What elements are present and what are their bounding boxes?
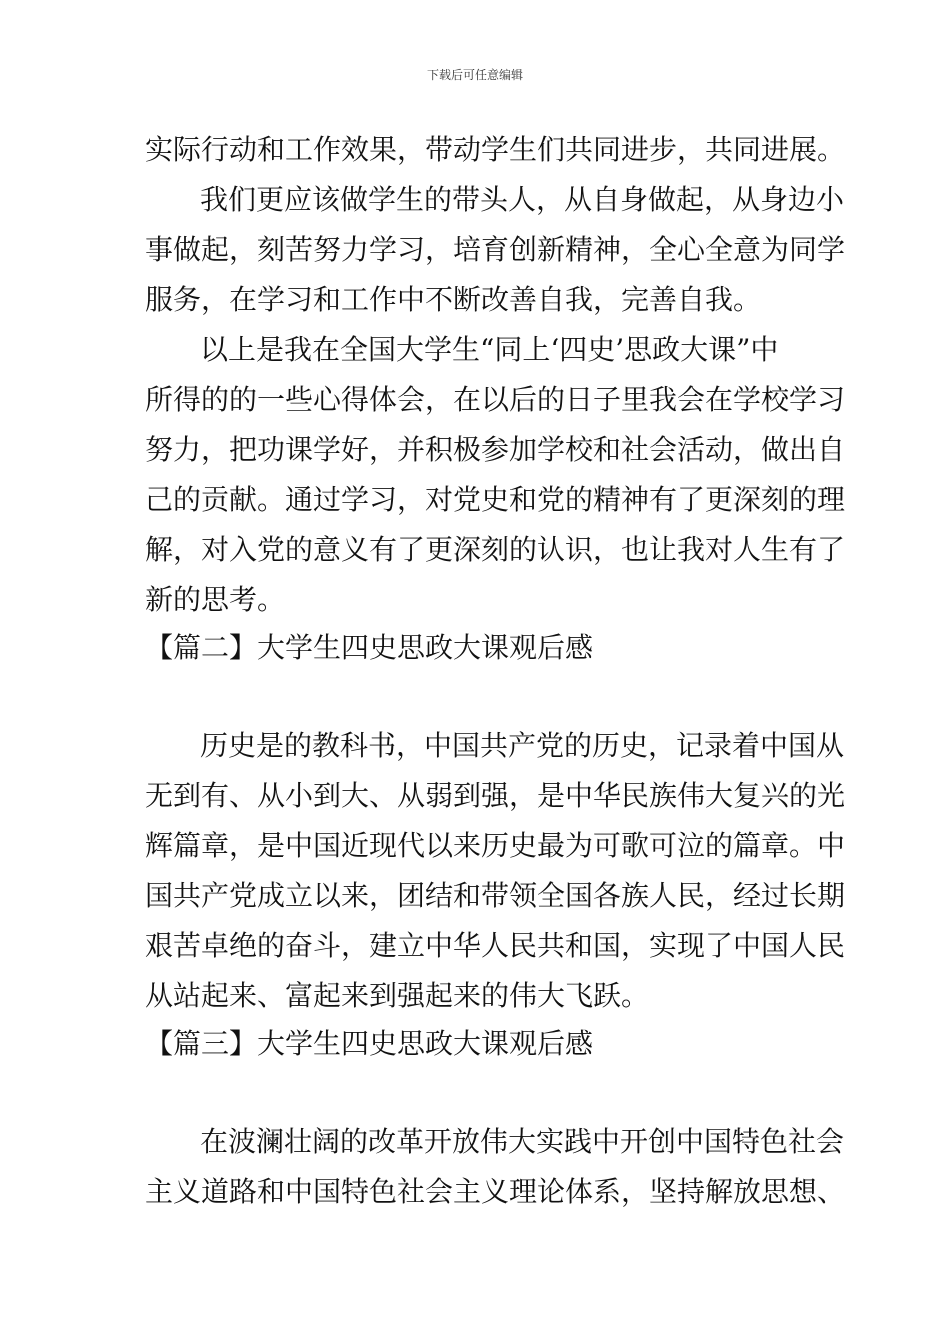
- text-line: 服务，在学习和工作中不断改善自我，完善自我。: [145, 283, 762, 316]
- text-line: 己的贡献。通过学习，对党史和党的精神有了更深刻的理: [145, 483, 846, 516]
- text-line: 以上是我在全国大学生“同上‘四史’思政大课”中: [200, 333, 779, 366]
- text-line: 从站起来、富起来到强起来的伟大飞跃。: [145, 979, 650, 1012]
- text-line: 努力，把功课学好，并积极参加学校和社会活动，做出自: [145, 433, 846, 466]
- text-line: 无到有、从小到大、从弱到强，是中华民族伟大复兴的光: [145, 779, 846, 812]
- text-line: 所得的的一些心得体会，在以后的日子里我会在学校学习: [145, 383, 846, 416]
- text-line: 事做起，刻苦努力学习，培育创新精神，全心全意为同学: [145, 233, 846, 266]
- text-line: 艰苦卓绝的奋斗，建立中华人民共和国，实现了中国人民: [145, 929, 846, 962]
- text-line: 国共产党成立以来，团结和带领全国各族人民，经过长期: [145, 879, 846, 912]
- text-line: 主义道路和中国特色社会主义理论体系，坚持解放思想、: [145, 1175, 846, 1208]
- section-heading: 【篇三】大学生四史思政大课观后感: [145, 1027, 594, 1060]
- text-line: 辉篇章，是中国近现代以来历史最为可歌可泣的篇章。中: [145, 829, 846, 862]
- text-line: 历史是的教科书，中国共产党的历史，记录着中国从: [200, 729, 845, 762]
- text-line: 解，对入党的意义有了更深刻的认识，也让我对人生有了: [145, 533, 846, 566]
- header-note: 下载后可任意编辑: [426, 68, 523, 82]
- text-line: 在波澜壮阔的改革开放伟大实践中开创中国特色社会: [200, 1125, 845, 1158]
- text-line: 实际行动和工作效果，带动学生们共同进步，共同进展。: [145, 133, 846, 166]
- section-heading: 【篇二】大学生四史思政大课观后感: [145, 631, 594, 664]
- text-line: 新的思考。: [145, 583, 286, 616]
- text-line: 我们更应该做学生的带头人，从自身做起，从身边小: [200, 183, 845, 216]
